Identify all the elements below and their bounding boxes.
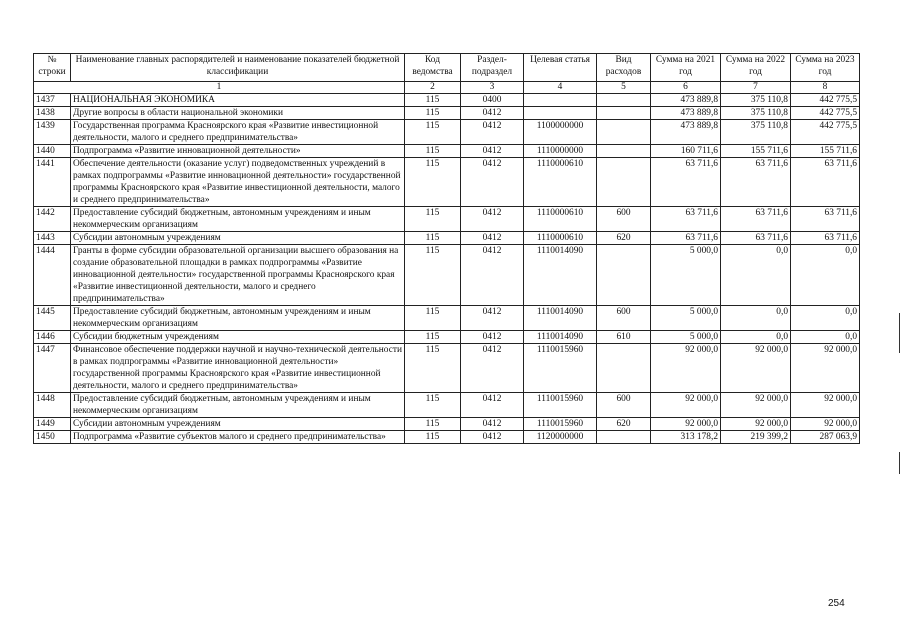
row-sum-2022: 92 000,0 [721, 418, 791, 431]
table-row [34, 245, 860, 306]
row-number: 1442 [34, 207, 71, 232]
row-section: 0412 [461, 207, 524, 232]
row-target-article [524, 94, 597, 107]
row-name: Предоставление субсидий бюджетным, автономным учреждениям и иным некоммерческим организациям [71, 306, 405, 331]
row-section: 0412 [461, 431, 524, 444]
row-expense-type: 600 [597, 306, 651, 331]
table-row [34, 393, 860, 418]
row-section: 0412 [461, 145, 524, 158]
index-cell: 2 [405, 82, 461, 94]
row-number: 1437 [34, 94, 71, 107]
row-target-article: 1120000000 [524, 431, 597, 444]
table-row [34, 232, 860, 245]
table-row [34, 207, 860, 232]
row-sum-2023: 63 711,6 [791, 158, 860, 207]
row-name: Подпрограмма «Развитие инновационной деятельности» [71, 145, 405, 158]
row-sum-2022: 219 399,2 [721, 431, 791, 444]
row-sum-2021: 63 711,6 [651, 158, 721, 207]
row-section: 0412 [461, 107, 524, 120]
row-sum-2021: 160 711,6 [651, 145, 721, 158]
index-cell: 5 [597, 82, 651, 94]
row-dept-code: 115 [405, 120, 461, 145]
row-number: 1439 [34, 120, 71, 145]
index-cell: 4 [524, 82, 597, 94]
header-section: Раздел-подраздел [461, 54, 524, 82]
row-sum-2022: 0,0 [721, 245, 791, 306]
row-expense-type: 610 [597, 331, 651, 344]
row-name: Субсидии автономным учреждениям [71, 418, 405, 431]
row-sum-2021: 473 889,8 [651, 107, 721, 120]
row-number: 1441 [34, 158, 71, 207]
index-cell: 1 [34, 82, 405, 94]
row-sum-2023: 92 000,0 [791, 418, 860, 431]
row-dept-code: 115 [405, 418, 461, 431]
row-target-article: 1110015960 [524, 344, 597, 393]
row-sum-2022: 375 110,8 [721, 94, 791, 107]
row-section: 0412 [461, 306, 524, 331]
row-section: 0412 [461, 120, 524, 145]
row-section: 0412 [461, 232, 524, 245]
row-expense-type: 620 [597, 232, 651, 245]
index-cell: 3 [461, 82, 524, 94]
row-number: 1438 [34, 107, 71, 120]
table-row [34, 107, 860, 120]
row-sum-2023: 287 063,9 [791, 431, 860, 444]
row-target-article: 1100000000 [524, 120, 597, 145]
row-sum-2021: 5 000,0 [651, 331, 721, 344]
table-row [34, 418, 860, 431]
header-sum2021: Сумма на 2021 год [651, 54, 721, 82]
row-number: 1448 [34, 393, 71, 418]
row-target-article: 1110015960 [524, 393, 597, 418]
header-row [34, 54, 860, 82]
row-name: Субсидии автономным учреждениям [71, 232, 405, 245]
row-sum-2022: 92 000,0 [721, 344, 791, 393]
row-target-article: 1110014090 [524, 331, 597, 344]
row-target-article: 1110015960 [524, 418, 597, 431]
row-expense-type: 600 [597, 207, 651, 232]
row-dept-code: 115 [405, 94, 461, 107]
row-sum-2021: 92 000,0 [651, 344, 721, 393]
row-sum-2021: 5 000,0 [651, 306, 721, 331]
row-sum-2023: 155 711,6 [791, 145, 860, 158]
row-number: 1449 [34, 418, 71, 431]
row-section: 0412 [461, 245, 524, 306]
header-target: Целевая статья [524, 54, 597, 82]
row-sum-2023: 63 711,6 [791, 207, 860, 232]
row-number: 1450 [34, 431, 71, 444]
row-name: Другие вопросы в области национальной экономики [71, 107, 405, 120]
row-dept-code: 115 [405, 331, 461, 344]
row-number: 1446 [34, 331, 71, 344]
table-row [34, 431, 860, 444]
row-sum-2022: 375 110,8 [721, 107, 791, 120]
row-section: 0412 [461, 158, 524, 207]
table-row [34, 344, 860, 393]
row-expense-type [597, 158, 651, 207]
row-sum-2023: 0,0 [791, 306, 860, 331]
row-sum-2023: 442 775,5 [791, 107, 860, 120]
budget-table-sheet [33, 53, 859, 444]
row-expense-type [597, 107, 651, 120]
row-section: 0412 [461, 344, 524, 393]
row-dept-code: 115 [405, 393, 461, 418]
row-sum-2021: 5 000,0 [651, 245, 721, 306]
row-target-article: 1110014090 [524, 306, 597, 331]
row-target-article: 1110000000 [524, 145, 597, 158]
row-name: Финансовое обеспечение поддержки научной и научно-технической деятельности в рамках подпрограммы «Развитие инновационной деятельности» государственной программы Красноярского края «Развитие инвестиционной деятельности, малого и среднего предпринимательства» [71, 344, 405, 393]
row-sum-2021: 92 000,0 [651, 418, 721, 431]
header-exptype: Вид расходов [597, 54, 651, 82]
row-sum-2022: 0,0 [721, 306, 791, 331]
row-sum-2021: 473 889,8 [651, 120, 721, 145]
header-dept: Код ведомства [405, 54, 461, 82]
index-cell: 8 [791, 82, 860, 94]
row-expense-type [597, 145, 651, 158]
row-expense-type: 620 [597, 418, 651, 431]
row-sum-2022: 0,0 [721, 331, 791, 344]
table-row [34, 306, 860, 331]
row-dept-code: 115 [405, 232, 461, 245]
row-name: Субсидии бюджетным учреждениям [71, 331, 405, 344]
table-row [34, 158, 860, 207]
row-sum-2021: 92 000,0 [651, 393, 721, 418]
row-dept-code: 115 [405, 107, 461, 120]
row-sum-2023: 92 000,0 [791, 344, 860, 393]
row-target-article: 1110014090 [524, 245, 597, 306]
row-name: Обеспечение деятельности (оказание услуг) подведомственных учреждений в рамках подпрограммы «Развитие инновационной деятельности» государственной программы Красноярского края «Развитие инвестиционной деятельности, малого и среднего предпринимательства» [71, 158, 405, 207]
row-target-article [524, 107, 597, 120]
table-row [34, 120, 860, 145]
row-sum-2022: 375 110,8 [721, 120, 791, 145]
row-name: НАЦИОНАЛЬНАЯ ЭКОНОМИКА [71, 94, 405, 107]
row-expense-type [597, 431, 651, 444]
row-number: 1444 [34, 245, 71, 306]
row-number: 1445 [34, 306, 71, 331]
row-sum-2022: 63 711,6 [721, 207, 791, 232]
row-sum-2023: 63 711,6 [791, 232, 860, 245]
row-sum-2021: 473 889,8 [651, 94, 721, 107]
header-sum2023: Сумма на 2023 год [791, 54, 860, 82]
table-body [34, 94, 860, 444]
row-sum-2021: 313 178,2 [651, 431, 721, 444]
row-name: Государственная программа Красноярского края «Развитие инвестиционной деятельности, малого и среднего предпринимательства» [71, 120, 405, 145]
row-dept-code: 115 [405, 431, 461, 444]
row-sum-2023: 0,0 [791, 245, 860, 306]
row-dept-code: 115 [405, 344, 461, 393]
header-num: № строки [34, 54, 71, 82]
row-name: Предоставление субсидий бюджетным, автономным учреждениям и иным некоммерческим организациям [71, 207, 405, 232]
row-section: 0400 [461, 94, 524, 107]
row-dept-code: 115 [405, 245, 461, 306]
row-expense-type [597, 344, 651, 393]
row-sum-2023: 0,0 [791, 331, 860, 344]
row-section: 0412 [461, 331, 524, 344]
row-expense-type [597, 245, 651, 306]
index-row [34, 82, 860, 94]
header-sum2022: Сумма на 2022 год [721, 54, 791, 82]
table-row [34, 145, 860, 158]
row-sum-2021: 63 711,6 [651, 232, 721, 245]
row-dept-code: 115 [405, 207, 461, 232]
row-sum-2023: 92 000,0 [791, 393, 860, 418]
row-dept-code: 115 [405, 145, 461, 158]
row-sum-2022: 63 711,6 [721, 232, 791, 245]
row-dept-code: 115 [405, 306, 461, 331]
row-sum-2022: 63 711,6 [721, 158, 791, 207]
row-sum-2023: 442 775,5 [791, 120, 860, 145]
scan-edge-mark [899, 313, 900, 353]
row-name: Подпрограмма «Развитие субъектов малого и среднего предпринимательства» [71, 431, 405, 444]
index-cell: 7 [721, 82, 791, 94]
scan-edge-mark [899, 452, 900, 474]
row-target-article: 1110000610 [524, 207, 597, 232]
row-name: Предоставление субсидий бюджетным, автономным учреждениям и иным некоммерческим организациям [71, 393, 405, 418]
row-expense-type [597, 120, 651, 145]
page-number: 254 [828, 598, 845, 609]
row-sum-2022: 92 000,0 [721, 393, 791, 418]
row-sum-2022: 155 711,6 [721, 145, 791, 158]
row-section: 0412 [461, 418, 524, 431]
table-row [34, 331, 860, 344]
row-expense-type: 600 [597, 393, 651, 418]
row-number: 1443 [34, 232, 71, 245]
row-target-article: 1110000610 [524, 232, 597, 245]
budget-table [33, 53, 860, 444]
row-section: 0412 [461, 393, 524, 418]
table-row [34, 94, 860, 107]
header-name: Наименование главных распорядителей и наименование показателей бюджетной классификации [71, 54, 405, 82]
row-number: 1440 [34, 145, 71, 158]
row-sum-2021: 63 711,6 [651, 207, 721, 232]
row-expense-type [597, 94, 651, 107]
row-number: 1447 [34, 344, 71, 393]
row-sum-2023: 442 775,5 [791, 94, 860, 107]
row-dept-code: 115 [405, 158, 461, 207]
row-target-article: 1110000610 [524, 158, 597, 207]
index-cell: 6 [651, 82, 721, 94]
row-name: Гранты в форме субсидии образовательной организации высшего образования на создание образовательной площадки в рамках подпрограммы «Развитие инновационной деятельности» государственной программы Красноярского края «Развитие инвестиционной деятельности, малого и среднего предпринимательства» [71, 245, 405, 306]
